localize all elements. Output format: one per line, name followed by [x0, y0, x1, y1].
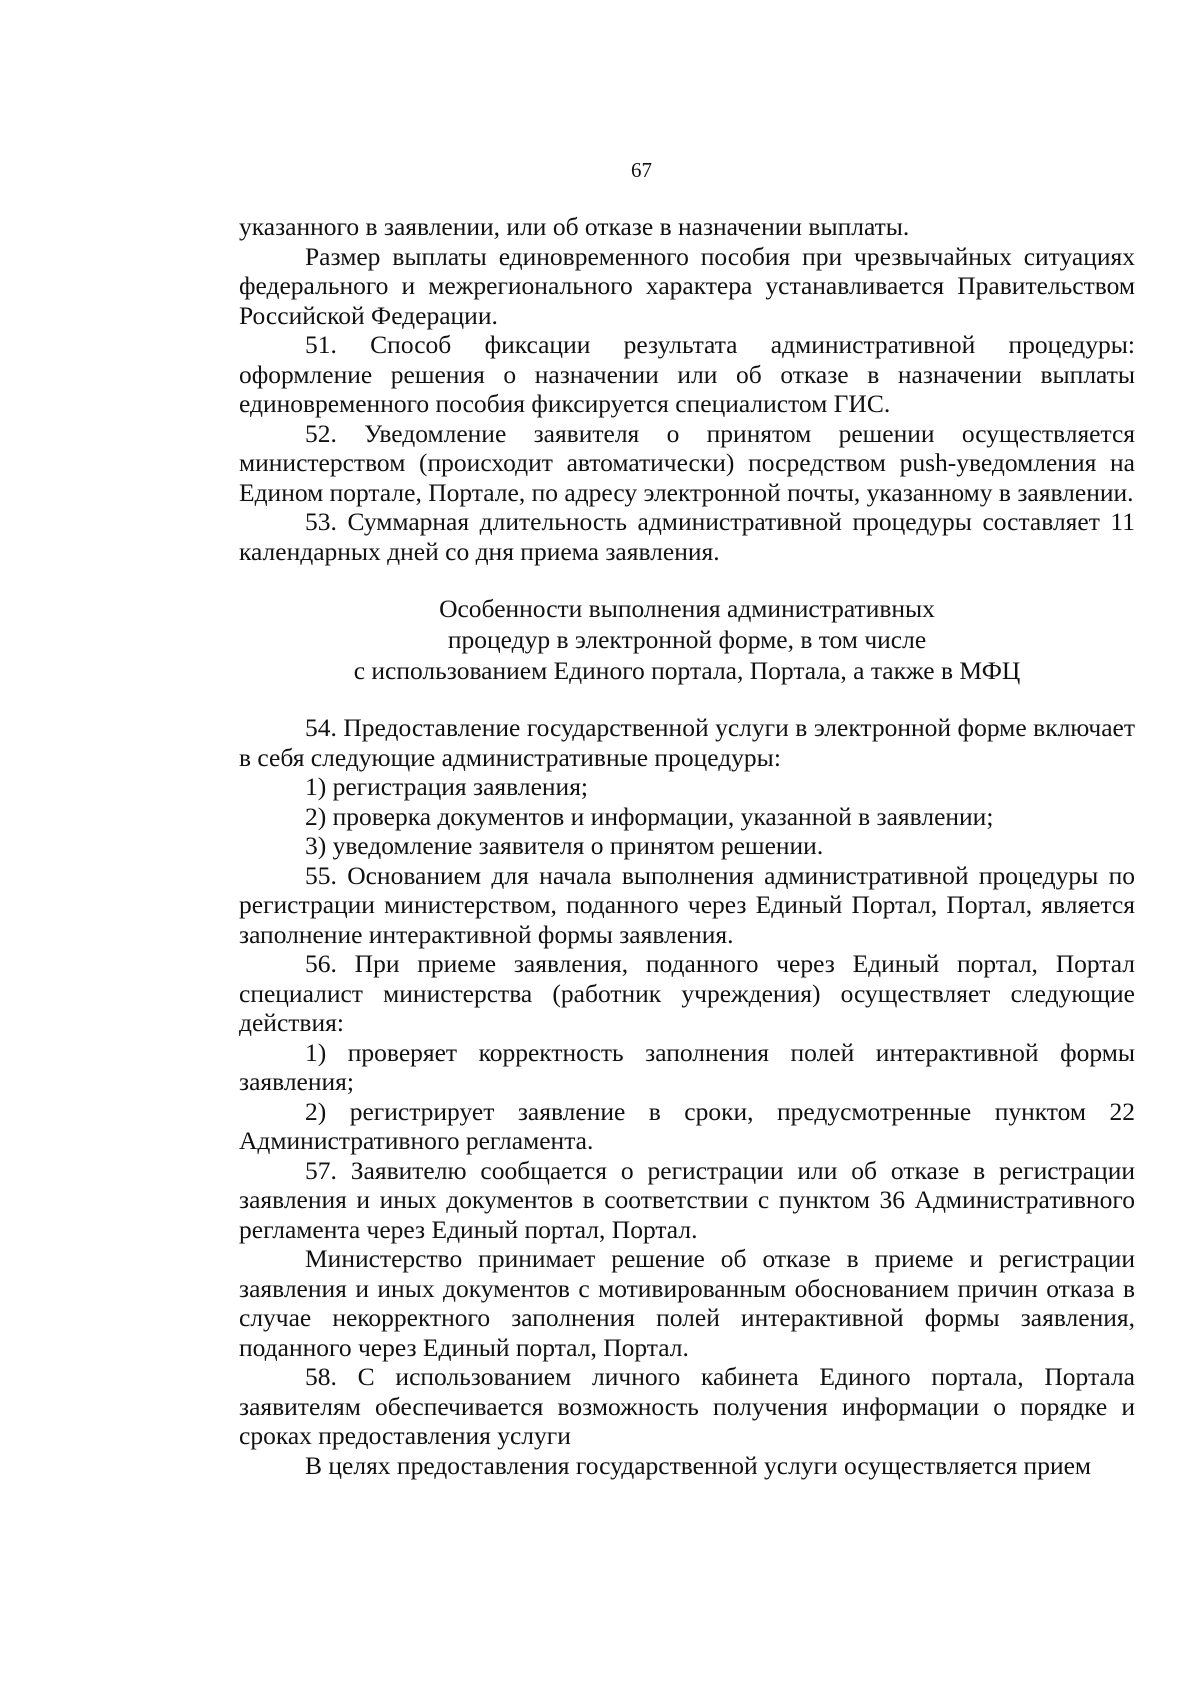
page-number: 67	[631, 158, 652, 182]
list-item: 1) регистрация заявления;	[305, 772, 589, 801]
paragraph-item-53: 53. Суммарная длительность административной процедуры составляет 11 календарных дней со дня приема заявления.	[239, 507, 1135, 566]
document-body	[239, 212, 1135, 1480]
list-item: 2) регистрирует заявление в сроки, предусмотренные пунктом 22 Административного регламента.	[239, 1096, 1135, 1155]
paragraph-item-52: 52. Уведомление заявителя о принятом решении осуществляется министерством (происходит автоматически) посредством push-уведомления на Едином портале, Портале, по адресу электронной почты, указанному в заявлении.	[239, 418, 1135, 507]
list-item: 1) проверяет корректность заполнения полей интерактивной формы заявления;	[239, 1037, 1135, 1096]
paragraph-item-54: 54. Предоставление государственной услуги в электронной форме включает в себя следующие административные процедуры:	[239, 713, 1135, 772]
paragraph-item-56: 56. При приеме заявления, поданного через Единый портал, Портал специалист министерства (работник учреждения) осуществляет следующие действия:	[239, 949, 1135, 1037]
spacer	[239, 686, 1135, 713]
section-heading-line: Особенности выполнения административных	[439, 594, 935, 623]
paragraph-item-51: 51. Способ фиксации результата административной процедуры: оформление решения о назначении или об отказе в назначении выплаты единовременного пособия фиксируется специалистом ГИС.	[239, 330, 1135, 418]
section-heading-line: с использованием Единого портала, Портала, а также в МФЦ	[353, 656, 1021, 685]
paragraph: Министерство принимает решение об отказе в приеме и регистрации заявления и иных документов с мотивированным обоснованием причин отказа в случае некорректного заполнения полей интерактивной формы заявления, поданного через Единый портал, Портал.	[239, 1244, 1135, 1362]
paragraph-item-55: 55. Основанием для начала выполнения административной процедуры по регистрации министерством, поданного через Единый Портал, Портал, является заполнение интерактивной формы заявления.	[239, 860, 1135, 949]
paragraph: Размер выплаты единовременного пособия при чрезвычайных ситуациях федерального и межрегионального характера устанавливается Правительством Российской Федерации.	[239, 241, 1135, 330]
paragraph-item-58: 58. С использованием личного кабинета Единого портала, Портала заявителям обеспечивается возможность получения информации о порядке и сроках предоставления услуги	[239, 1362, 1135, 1450]
section-heading	[239, 593, 1135, 686]
paragraph: указанного в заявлении, или об отказе в назначении выплаты.	[239, 212, 910, 241]
paragraph-item-57: 57. Заявителю сообщается о регистрации или об отказе в регистрации заявления и иных документов в соответствии с пунктом 36 Административного регламента через Единый портал, Портал.	[239, 1155, 1135, 1244]
spacer	[239, 566, 1135, 593]
list-item: 2) проверка документов и информации, указанной в заявлении;	[305, 801, 994, 831]
list-item: 3) уведомление заявителя о принятом решении.	[305, 831, 824, 860]
paragraph: В целях предоставления государственной услуги осуществляется прием	[305, 1450, 1092, 1480]
section-heading-line: процедур в электронной форме, в том числе	[447, 625, 927, 654]
